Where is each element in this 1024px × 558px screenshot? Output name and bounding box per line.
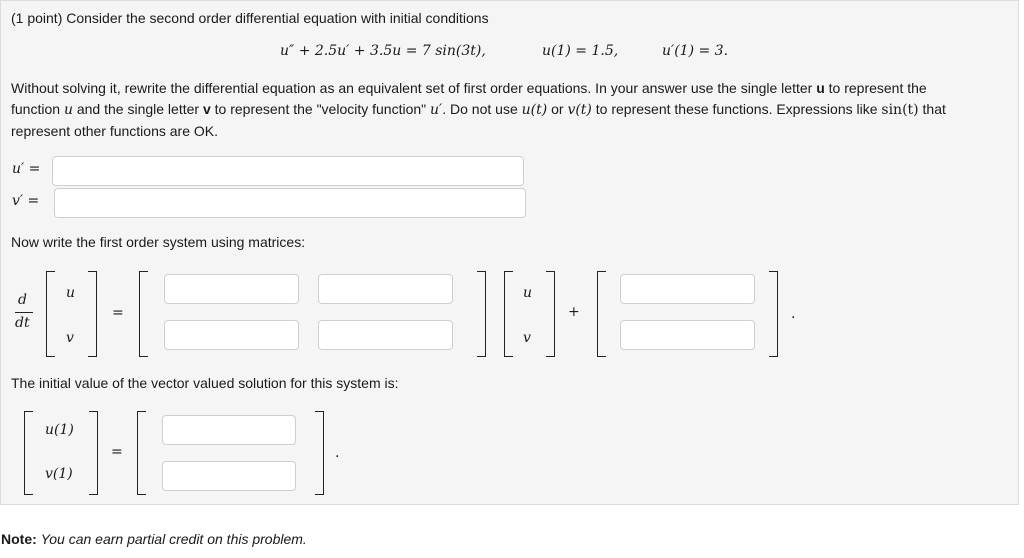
iv-lhs-left-bracket — [24, 411, 33, 495]
bold-v: v — [202, 101, 211, 117]
initial-v-input[interactable] — [162, 461, 296, 491]
lhs-vector-v: v — [66, 330, 74, 346]
intro-text: Consider the second order differential equation with initial conditions — [66, 10, 489, 26]
matrix-equals: = — [112, 305, 124, 321]
fraction-bar — [15, 312, 33, 313]
sym-u: u — [63, 102, 73, 118]
instr-text-2e: or — [551, 101, 564, 117]
sym-ut: u(t) — [521, 102, 548, 118]
note-text: You can earn partial credit on this problem. — [40, 531, 307, 547]
matrix-a21-input[interactable] — [164, 320, 299, 350]
rhs-vector-left-bracket — [504, 271, 513, 357]
iv-period: . — [335, 445, 340, 461]
instr-text-2g: that — [922, 101, 946, 117]
derivative-dt: dt — [15, 315, 30, 331]
matrix-heading: Now write the first order system using matrices: — [11, 234, 306, 250]
iv-lhs-right-bracket — [89, 411, 98, 495]
iv-u1: u(1) — [45, 422, 74, 438]
lhs-vector-right-bracket — [88, 271, 97, 357]
instr-text-2c: to represent the "velocity function" — [214, 101, 427, 117]
matrix-a22-input[interactable] — [318, 320, 453, 350]
ode-equation: u″ + 2.5u′ + 3.5u = 7 sin(3t), — [280, 43, 486, 59]
initial-u-input[interactable] — [162, 415, 296, 445]
vprime-input[interactable] — [54, 188, 526, 218]
rhs-vector-u: u — [523, 285, 533, 301]
instructions-line-2 — [11, 99, 1011, 121]
instr-text-2f: to represent these functions. Expressions like — [595, 101, 878, 117]
bold-u: u — [816, 80, 825, 96]
instr-text-2d: . Do not use — [442, 101, 518, 117]
uprime-input[interactable] — [52, 156, 524, 186]
iv-rhs-right-bracket — [315, 411, 324, 495]
instr-text-1: Without solving it, rewrite the differential equation as an equivalent set of first order equations. In your answer use the single letter — [11, 80, 813, 96]
lhs-vector-u: u — [66, 285, 76, 301]
lhs-vector-left-bracket — [46, 271, 55, 357]
sym-sint: sin(t) — [881, 102, 919, 118]
initial-condition-u: u(1) = 1.5, — [542, 43, 619, 59]
sym-uprime: u′ — [430, 102, 443, 118]
note — [1, 529, 307, 550]
initial-condition-uprime: u′(1) = 3. — [662, 43, 729, 59]
matrix-a12-input[interactable] — [318, 274, 453, 304]
matrix-a11-input[interactable] — [164, 274, 299, 304]
forcing-b1-input[interactable] — [620, 274, 755, 304]
iv-equals: = — [111, 444, 123, 460]
iv-v1: v(1) — [45, 466, 73, 482]
instr-text-2b: and the single letter — [76, 101, 200, 117]
instructions — [11, 78, 1011, 142]
points-label: (1 point) — [11, 10, 63, 26]
instr-text-2a: function — [11, 101, 61, 117]
forcing-vector-left-bracket — [597, 271, 606, 357]
note-label: Note: — [1, 531, 37, 547]
instr-text-1-end: to represent the — [828, 80, 927, 96]
derivative-d: d — [18, 292, 27, 308]
coef-matrix-right-bracket — [477, 271, 486, 357]
problem-header — [11, 8, 489, 29]
coef-matrix-left-bracket — [139, 271, 148, 357]
iv-rhs-left-bracket — [137, 411, 146, 495]
instructions-line-1 — [11, 78, 1011, 99]
rhs-vector-right-bracket — [546, 271, 555, 357]
vprime-label: v′ = — [12, 193, 40, 209]
matrix-period: . — [791, 306, 796, 322]
uprime-label: u′ = — [12, 161, 41, 177]
instructions-line-3: represent other functions are OK. — [11, 123, 218, 139]
matrix-plus: + — [568, 304, 580, 320]
rhs-vector-v: v — [523, 330, 531, 346]
initial-heading: The initial value of the vector valued solution for this system is: — [11, 375, 399, 391]
forcing-b2-input[interactable] — [620, 320, 755, 350]
forcing-vector-right-bracket — [769, 271, 778, 357]
sym-vt: v(t) — [567, 102, 592, 118]
